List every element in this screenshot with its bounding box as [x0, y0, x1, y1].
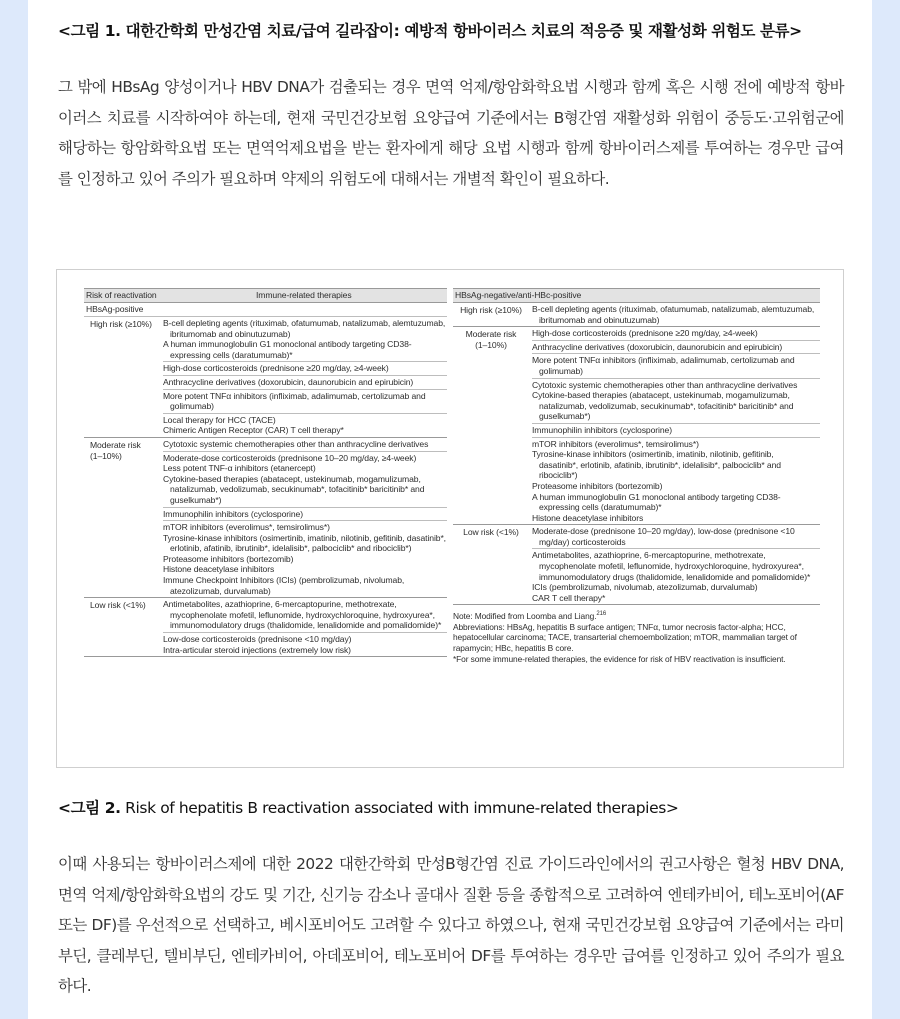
therapy-line: Anthracycline derivatives (doxorubicin, daunorubicin and epirubicin)	[532, 341, 783, 352]
table-header-right	[453, 288, 820, 303]
therapy-cell	[163, 390, 447, 414]
therapy-cell	[163, 633, 447, 656]
risk-group	[453, 303, 820, 327]
therapy-line: Anthracycline derivatives (doxorubicin, daunorubicin and epirubicin)	[163, 376, 414, 387]
figure-1-label: <그림 1.	[58, 22, 121, 40]
table-right-column	[453, 288, 820, 664]
therapy-line: Low-dose corticosteroids (prednisone <10 mg/day)	[163, 634, 352, 645]
risk-group	[84, 438, 447, 598]
table-notes	[453, 609, 820, 664]
therapy-line: Immunophilin inhibitors (cyclosporine)	[532, 424, 672, 435]
figure-2-table-image	[56, 269, 844, 768]
therapy-line: expressing cells (daratumumab)*	[170, 349, 293, 360]
therapy-line: Less potent TNF-α inhibitors (etanercept)	[163, 463, 316, 474]
therapy-cell	[532, 327, 820, 341]
risk-level-label: High risk (≥10%)	[460, 305, 522, 315]
therapy-line: natalizumab, vedolizumab, secukinumab*, tofacitinib* baricitinib* and	[170, 484, 425, 495]
figure-2-caption	[58, 796, 848, 818]
therapy-line: golimumab)	[170, 401, 214, 412]
therapy-cell	[532, 525, 820, 549]
therapy-line: Proteasome inhibitors (bortezomib)	[163, 553, 294, 564]
therapy-line: ribociclib*)	[539, 470, 578, 481]
therapy-cell	[163, 376, 447, 390]
paragraph-2: 이때 사용되는 항바이러스제에 대한 2022 대한간학회 만성B형간염 진료 가이드라인에서의 권고사항은 혈청 HBV DNA, 면역 억제/항암화학요법의 강도 및 기간, 신기능 감소나 골대사 질환 등을 종합적으로 고려하여 엔테카비어, 테노포비어(AF 또는 DF)를 우선적으로 선택하고, 베시포비어도 고려할 수 있다고 하였으나, 현재 국민건강보험 요양급여 기준에서는 라미부딘, 클레부딘, 텔비부딘, 엔테카비어, 아데포비어, 테노포비어 DF를 투여하는 경우만 급여를 인정하고 있어 주의가 필요하다.	[58, 855, 844, 996]
risk-group	[453, 525, 820, 605]
therapy-cell	[163, 598, 447, 633]
therapy-line: A human immunoglobulin G1 monoclonal antibody targeting CD38-	[532, 491, 781, 502]
article-page	[28, 0, 872, 1019]
therapy-cell	[532, 379, 820, 424]
therapy-line: High-dose corticosteroids (prednisone ≥20 mg/day, ≥4-week)	[163, 363, 389, 374]
header-therapies: Immune-related therapies	[256, 290, 352, 300]
risk-group	[453, 327, 820, 525]
therapy-line: Cytokine-based therapies (abatacept, ustekinumab, mogamulizumab,	[163, 473, 421, 484]
therapy-line: Tyrosine-kinase inhibitors (osimertinib, imatinib, nilotinib, gefitinib,	[532, 449, 774, 460]
therapy-cell	[163, 414, 447, 437]
therapy-line: mTOR inhibitors (everolimus*, temsirolimus*)	[163, 522, 330, 533]
therapy-line: Antimetabolites, azathioprine, 6-mercaptopurine, methotrexate,	[163, 599, 397, 610]
therapy-cell	[163, 362, 447, 376]
header-hbsag-negative: HBsAg-negative/anti-HBc-positive	[455, 290, 582, 300]
therapy-line: mycophenolate mofetil, leflunomide, hydroxychloroquine, hydroxyurea*,	[539, 561, 804, 572]
risk-level-label: High risk (≥10%)	[90, 319, 152, 329]
header-risk: Risk of reactivation	[86, 290, 157, 300]
risk-level-label: Low risk (<1%)	[463, 527, 519, 538]
risk-level-label: Moderate risk (1–10%)	[465, 329, 517, 350]
therapy-line: Immune Checkpoint Inhibitors (ICIs) (pembrolizumab, nivolumab,	[163, 575, 405, 586]
therapy-line: guselkumab*)	[539, 411, 591, 422]
note-source: Note: Modified from Loomba and Liang.$^{216}$	[453, 611, 607, 622]
therapy-cell	[163, 508, 447, 522]
therapy-line: More potent TNFα inhibitors (infliximab, adalimumab, certolizumab and	[532, 355, 795, 366]
therapy-line: Cytokine-based therapies (abatacept, ustekinumab, mogamulizumab,	[532, 390, 790, 401]
figure-2-title: Risk of hepatitis B reactivation associated with immune-related therapies>	[120, 799, 679, 817]
therapy-line: natalizumab, vedolizumab, secukinumab*, tofacitinib* baricitinib* and	[539, 400, 794, 411]
therapy-line: immunomodulatory drugs (thalidomide, lenalidomide and pomalidomide)*	[539, 571, 811, 582]
therapy-cell	[532, 549, 820, 604]
therapy-line: Histone deacetylase inhibitors	[163, 564, 275, 575]
therapy-line: Moderate-dose corticosteroids (prednisone 10–20 mg/day, ≥4-week)	[163, 452, 417, 463]
therapy-line: Tyrosine-kinase inhibitors (osimertinib, imatinib, nilotinib, gefitinib, dasatinib*,	[163, 532, 446, 543]
therapy-line: immunomodulatory drugs (thalidomide, lenalidomide and pomalidomide)*	[170, 620, 442, 631]
therapy-line: B-cell depleting agents (rituximab, ofatumumab, natalizumab, alemtuzumab,	[532, 304, 815, 314]
therapy-line: golimumab)	[539, 365, 583, 376]
risk-group	[84, 598, 447, 657]
therapy-line: erlotinib, afatinib, ibrutinib*, idelalisib*, palbociclib* and ribociclib*)	[170, 543, 412, 554]
note-abbreviations: Abbreviations: HBsAg, hepatitis B surface antigen; TNFα, tumor necrosis factor-alpha; HCC, hepatocellular carcinoma; TACE, transarterial chemoembolization; mTOR, mammalian target of rapamycin; HBc, hepatitis B core.	[453, 621, 797, 654]
therapy-line: mg/day) corticosteroids	[539, 536, 626, 547]
therapy-line: Cytotoxic systemic chemotherapies other than anthracycline derivatives	[163, 438, 429, 449]
therapy-line: mTOR inhibitors (everolimus*, temsirolimus*)	[532, 438, 699, 449]
therapy-line: ibritumomab and obinutuzumab)	[539, 314, 660, 325]
therapy-cell	[532, 354, 820, 378]
figure-1-title: 대한간학회 만성간염 치료/급여 길라잡이: 예방적 항바이러스 치료의 적응증 및 재활성화 위험도 분류>	[120, 22, 802, 40]
therapy-line: CAR T cell therapy*	[532, 592, 606, 603]
therapy-line: atezolizumab, durvalumab)	[170, 585, 271, 596]
table-header	[84, 288, 447, 303]
therapy-cell	[163, 317, 447, 362]
therapy-cell	[532, 424, 820, 438]
therapy-line: Cytotoxic systemic chemotherapies other than anthracycline derivatives	[532, 379, 798, 390]
therapy-line: Intra-articular steroid injections (extremely low risk)	[163, 644, 351, 655]
therapy-cell	[163, 438, 447, 452]
figure-1-caption	[58, 19, 848, 41]
therapy-line: Chimeric Antigen Receptor (CAR) T cell therapy*	[163, 425, 344, 436]
therapy-line: B-cell depleting agents (rituximab, ofatumumab, natalizumab, alemtuzumab,	[163, 318, 446, 328]
therapy-cell	[532, 341, 820, 355]
therapy-line: High-dose corticosteroids (prednisone ≥20 mg/day, ≥4-week)	[532, 328, 758, 339]
therapy-cell	[163, 452, 447, 508]
therapy-line: Proteasome inhibitors (bortezomib)	[532, 480, 663, 491]
figure-2-label: <그림 2.	[58, 799, 121, 817]
table-left-column	[84, 288, 447, 657]
therapy-line: ibritumomab and obinutuzumab)	[170, 328, 291, 339]
risk-group	[84, 317, 447, 438]
therapy-line: Antimetabolites, azathioprine, 6-mercaptopurine, methotrexate,	[532, 550, 766, 561]
therapy-line: More potent TNFα inhibitors (infliximab, adalimumab, certolizumab and	[163, 390, 426, 401]
note-footnote: *For some immune-related therapies, the evidence for risk of HBV reactivation is insufficient.	[453, 653, 786, 664]
therapy-cell	[163, 521, 447, 597]
subheader-hbsag-positive: HBsAg-positive	[84, 303, 447, 317]
therapy-line: Histone deacetylase inhibitors	[532, 512, 644, 523]
therapy-line: A human immunoglobulin G1 monoclonal antibody targeting CD38-	[163, 339, 412, 350]
paragraph-1: 그 밖에 HBsAg 양성이거나 HBV DNA가 검출되는 경우 면역 억제/항암화학요법 시행과 함께 혹은 시행 전에 예방적 항바이러스 치료를 시작하여야 하는데, 현재 국민건강보험 요양급여 기준에서는 B형간염 재활성화 위험이 중등도·고위험군에 해당하는 항암화학요법 또는 면역억제요법을 받는 환자에게 해당 요법 시행과 함께 항바이러스제를 투여하는 경우만 급여를 인정하고 있어 주의가 필요하며 약제의 위험도에 대해서는 개별적 확인이 필요하다.	[58, 78, 844, 188]
risk-level-label: Moderate risk (1–10%)	[90, 439, 141, 461]
therapy-line: ICIs (pembrolizumab, nivolumab, atezolizumab, durvalumab)	[532, 582, 758, 593]
therapy-line: guselkumab*)	[170, 494, 222, 505]
therapy-cell	[532, 438, 820, 525]
therapy-line: Moderate-dose (prednisone 10–20 mg/day), low-dose (prednisone <10	[532, 526, 795, 537]
therapy-line: Local therapy for HCC (TACE)	[163, 414, 276, 425]
risk-level-label: Low risk (<1%)	[90, 600, 146, 611]
therapy-line: mycophenolate mofetil, leflunomide, hydroxychloroquine, hydroxyurea*,	[170, 609, 435, 620]
therapy-line: dasatinib*, erlotinib, afatinib, ibrutinib*, idelalisib*, palbociclib* and	[539, 459, 781, 470]
therapy-line: expressing cells (daratumumab)*	[539, 502, 662, 513]
therapy-line: Immunophilin inhibitors (cyclosporine)	[163, 508, 303, 519]
therapy-cell	[532, 303, 820, 326]
